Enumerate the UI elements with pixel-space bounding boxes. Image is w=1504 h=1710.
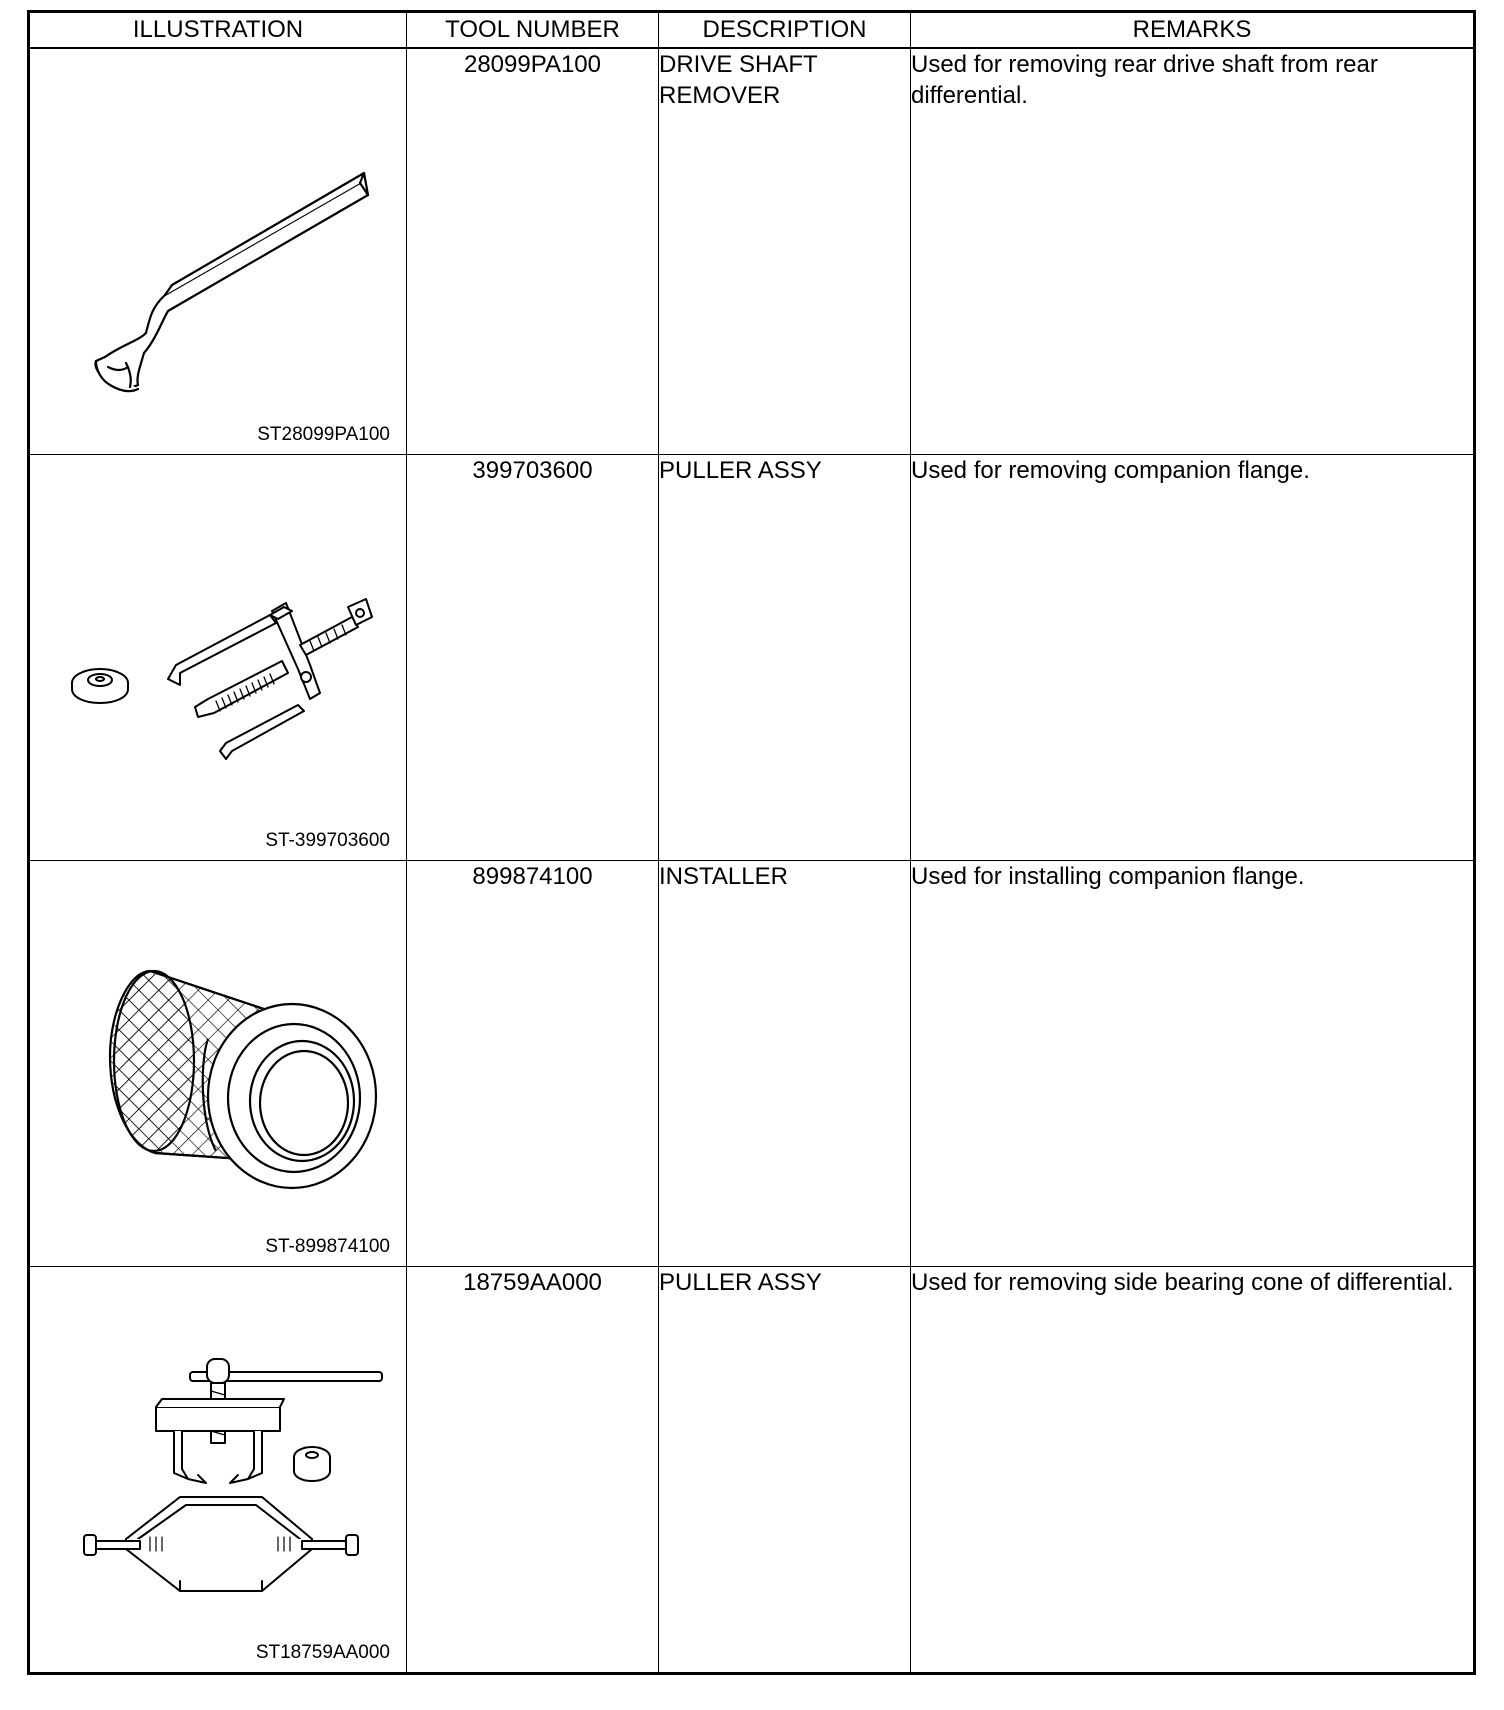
tool-remarks: Used for removing companion flange. xyxy=(911,455,1475,861)
tool-description: INSTALLER xyxy=(659,861,911,1267)
tool-description: DRIVE SHAFT REMOVER xyxy=(659,48,911,455)
tool-remarks: Used for installing companion flange. xyxy=(911,861,1475,1267)
illustration-caption: ST18759AA000 xyxy=(255,1642,390,1663)
tool-remarks: Used for removing rear drive shaft from rear differential. xyxy=(911,48,1475,455)
header-remarks: REMARKS xyxy=(911,12,1475,49)
tool-number: 899874100 xyxy=(407,861,659,1267)
tool-number: 18759AA000 xyxy=(407,1267,659,1674)
illustration-cell xyxy=(29,861,407,1267)
illustration-cell xyxy=(29,1267,407,1674)
header-row xyxy=(29,12,1475,49)
tool-description: PULLER ASSY xyxy=(659,1267,911,1674)
drive-shaft-remover-icon xyxy=(30,49,408,454)
illustration-caption: ST-899874100 xyxy=(265,1236,390,1257)
tool-number: 28099PA100 xyxy=(407,48,659,455)
table-row xyxy=(29,455,1475,861)
header-description: DESCRIPTION xyxy=(659,12,911,49)
special-tools-table xyxy=(27,10,1476,1675)
illustration-caption: ST28099PA100 xyxy=(257,424,390,445)
illustration-caption: ST-399703600 xyxy=(265,830,390,851)
puller-assy-icon xyxy=(30,455,408,860)
table-row xyxy=(29,48,1475,455)
header-tool-number: TOOL NUMBER xyxy=(407,12,659,49)
table-row xyxy=(29,861,1475,1267)
installer-icon xyxy=(30,861,408,1266)
tool-remarks: Used for removing side bearing cone of differential. xyxy=(911,1267,1475,1674)
table-row xyxy=(29,1267,1475,1674)
header-illustration: ILLUSTRATION xyxy=(29,12,407,49)
tool-number: 399703600 xyxy=(407,455,659,861)
illustration-cell xyxy=(29,48,407,455)
illustration-cell xyxy=(29,455,407,861)
bearing-puller-icon xyxy=(30,1267,408,1672)
tool-description: PULLER ASSY xyxy=(659,455,911,861)
